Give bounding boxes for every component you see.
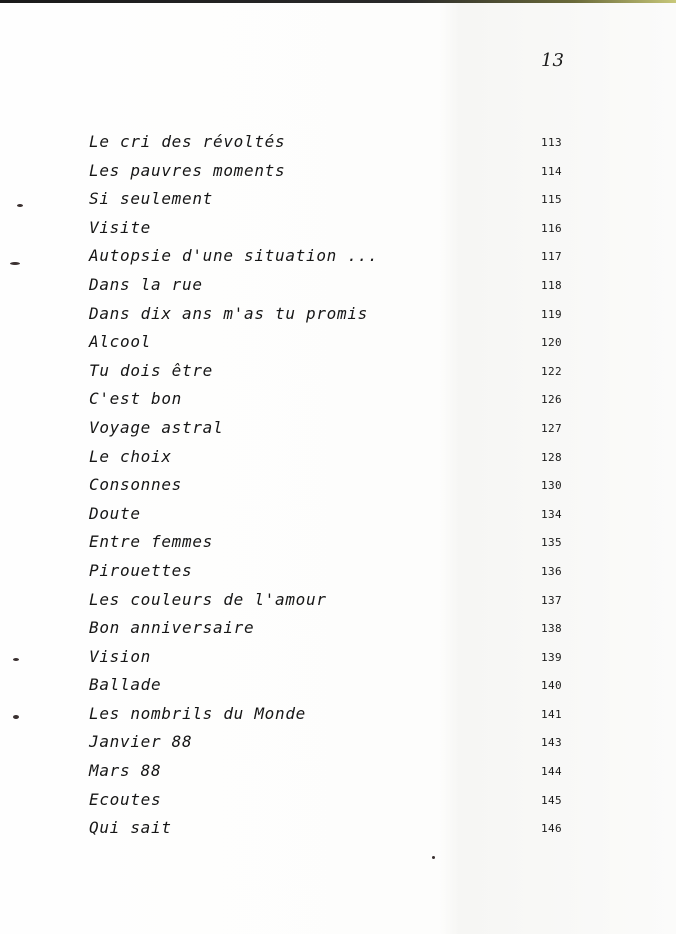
toc-entry bbox=[89, 645, 569, 674]
toc-entry-page: 136 bbox=[541, 564, 563, 578]
toc-entry-title: Autopsie d'une situation ... bbox=[89, 246, 379, 266]
toc-entry-page: 116 bbox=[541, 221, 563, 235]
toc-entry bbox=[89, 530, 569, 559]
toc-entry-page: 135 bbox=[541, 536, 563, 550]
scan-speck bbox=[432, 856, 435, 859]
toc-entry-title: Mars 88 bbox=[89, 761, 162, 781]
toc-entry bbox=[89, 159, 569, 188]
toc-entry bbox=[89, 473, 569, 502]
toc-entry-page: 130 bbox=[541, 479, 563, 493]
toc-entry-page: 113 bbox=[541, 136, 563, 149]
toc-entry bbox=[89, 387, 569, 416]
toc-entry bbox=[89, 273, 569, 302]
toc-entry-title: Ecoutes bbox=[89, 789, 162, 809]
toc-entry-title: Entre femmes bbox=[89, 532, 213, 552]
toc-entry-page: 115 bbox=[541, 193, 563, 207]
toc-entry-title: Les nombrils du Monde bbox=[89, 703, 306, 723]
toc-entry-title: Consonnes bbox=[89, 475, 182, 495]
toc-entry-title: Le choix bbox=[89, 446, 172, 466]
page-top-edge bbox=[0, 0, 676, 3]
toc-entry-title: C'est bon bbox=[89, 389, 182, 409]
toc-entry-title: Qui sait bbox=[89, 818, 172, 838]
toc-entry bbox=[89, 730, 569, 759]
toc-entry-page: 120 bbox=[541, 336, 563, 350]
toc-entry-page: 126 bbox=[541, 393, 563, 407]
scan-speck bbox=[17, 204, 23, 207]
toc-entry bbox=[89, 559, 569, 588]
toc-entry bbox=[89, 416, 569, 445]
toc-entry-title: Ballade bbox=[89, 675, 162, 695]
toc-entry-title: Alcool bbox=[89, 332, 151, 352]
toc-entry-title: Voyage astral bbox=[89, 417, 224, 437]
toc-entry-page: 139 bbox=[541, 650, 563, 664]
toc-entry bbox=[89, 788, 569, 817]
table-of-contents bbox=[89, 130, 569, 845]
toc-entry-page: 134 bbox=[541, 507, 563, 521]
toc-entry bbox=[89, 673, 569, 702]
toc-entry-title: Le cri des révoltés bbox=[89, 132, 286, 151]
toc-entry-title: Dans dix ans m'as tu promis bbox=[89, 303, 368, 323]
toc-entry-title: Les couleurs de l'amour bbox=[89, 589, 327, 609]
toc-entry-page: 140 bbox=[541, 679, 563, 693]
toc-entry bbox=[89, 244, 569, 273]
toc-entry-title: Dans la rue bbox=[89, 274, 203, 294]
scan-speck bbox=[10, 262, 20, 265]
toc-entry-page: 118 bbox=[541, 278, 563, 292]
toc-entry-title: Doute bbox=[89, 503, 141, 523]
toc-entry-page: 144 bbox=[541, 765, 563, 779]
toc-entry bbox=[89, 616, 569, 645]
toc-entry-title: Janvier 88 bbox=[89, 732, 193, 752]
toc-entry-page: 114 bbox=[541, 164, 563, 178]
toc-entry-page: 119 bbox=[541, 307, 563, 321]
toc-entry bbox=[89, 759, 569, 788]
toc-entry-page: 127 bbox=[541, 421, 563, 435]
toc-entry-page: 137 bbox=[541, 593, 563, 607]
toc-entry bbox=[89, 502, 569, 531]
toc-entry bbox=[89, 445, 569, 474]
toc-entry bbox=[89, 330, 569, 359]
toc-entry bbox=[89, 302, 569, 331]
toc-entry bbox=[89, 216, 569, 245]
toc-entry bbox=[89, 702, 569, 731]
toc-entry bbox=[89, 359, 569, 388]
toc-entry bbox=[89, 130, 569, 159]
toc-entry bbox=[89, 187, 569, 216]
toc-entry-page: 146 bbox=[541, 822, 563, 836]
toc-entry bbox=[89, 588, 569, 617]
toc-entry-title: Pirouettes bbox=[89, 560, 193, 580]
toc-entry-title: Vision bbox=[89, 646, 151, 666]
toc-entry-page: 141 bbox=[541, 707, 563, 721]
toc-entry bbox=[89, 816, 569, 845]
toc-entry-title: Visite bbox=[89, 217, 151, 237]
toc-entry-page: 143 bbox=[541, 736, 563, 750]
toc-entry-page: 138 bbox=[541, 622, 563, 636]
toc-entry-page: 122 bbox=[541, 364, 563, 378]
toc-entry-page: 145 bbox=[541, 793, 563, 807]
scan-speck bbox=[13, 715, 19, 719]
toc-entry-page: 128 bbox=[541, 450, 563, 464]
toc-entry-title: Les pauvres moments bbox=[89, 160, 286, 180]
toc-entry-title: Si seulement bbox=[89, 189, 213, 209]
scan-speck bbox=[13, 658, 19, 661]
page-number: 13 bbox=[541, 50, 564, 71]
toc-entry-title: Tu dois être bbox=[89, 360, 213, 380]
toc-entry-page: 117 bbox=[541, 250, 563, 264]
toc-entry-title: Bon anniversaire bbox=[89, 618, 255, 638]
